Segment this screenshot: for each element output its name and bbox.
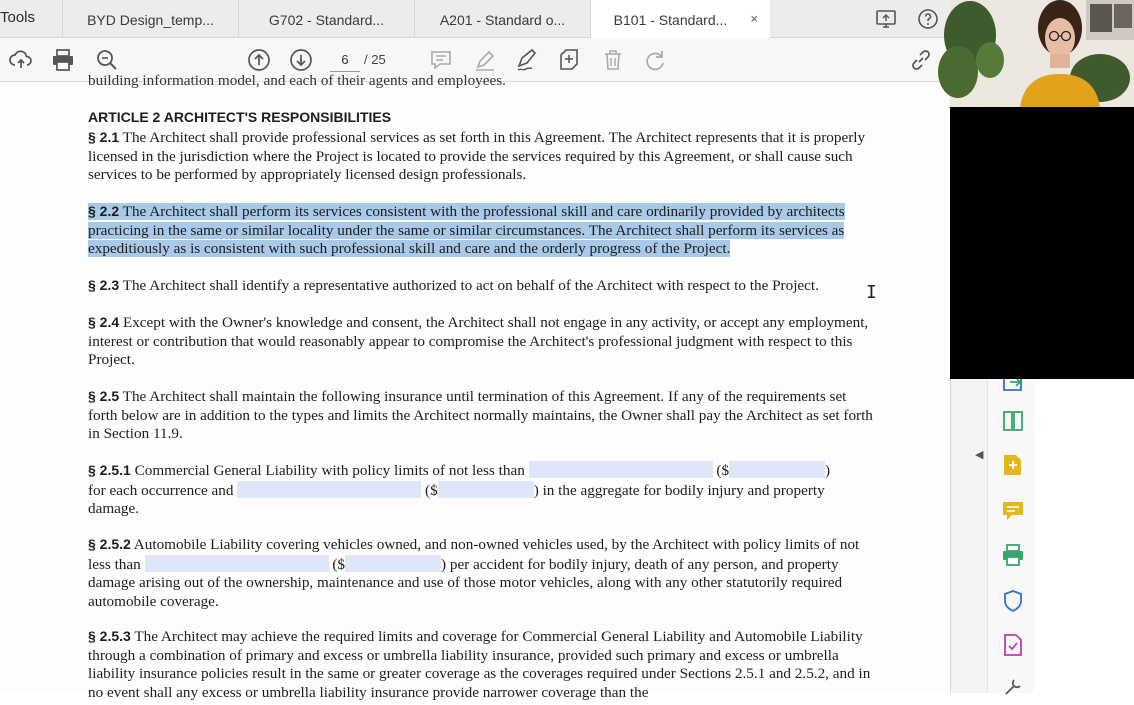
highlight-pen-icon[interactable]: [472, 47, 498, 73]
section-number: § 2.5.2: [88, 536, 131, 552]
video-overlay-background: [1034, 379, 1134, 693]
section-number: § 2.5.3: [88, 628, 131, 644]
sign-icon[interactable]: [514, 47, 540, 73]
stamp-icon[interactable]: [556, 47, 582, 73]
create-pdf-icon[interactable]: [1000, 452, 1026, 478]
redo-icon[interactable]: [642, 47, 668, 73]
organize-pages-icon[interactable]: [1000, 408, 1026, 434]
section-2-3: [88, 276, 878, 296]
video-overlay-black-area: [950, 107, 1134, 379]
tab-g702[interactable]: [238, 0, 414, 38]
document-viewer[interactable]: [0, 72, 950, 701]
delete-icon[interactable]: [600, 47, 626, 73]
auto-limit-words-field[interactable]: [145, 555, 329, 572]
aggregate-words-field[interactable]: [237, 481, 421, 498]
collapse-pane-icon[interactable]: ◀: [975, 449, 984, 461]
close-paren: ): [825, 462, 831, 479]
comment-tool-icon[interactable]: [1000, 498, 1026, 524]
section-2-5: [88, 387, 878, 444]
section-2-5-2: [88, 535, 878, 611]
cgl-limit-amount-field[interactable]: [729, 461, 825, 478]
section-number: § 2.2: [88, 203, 120, 219]
section-number: § 2.4: [88, 314, 120, 330]
zoom-icon[interactable]: [94, 47, 120, 73]
section-2-2: [88, 202, 878, 259]
tab-label: BYD Design_temp...: [87, 12, 214, 28]
tab-label: B101 - Standard...: [613, 12, 728, 28]
section-text: The Architect shall provide professional services as set forth in this Agreement. The Architect represents that it is properly licensed in the jurisdiction where the Project is located to provide the services required by this Agreement, or shall cause such services to be performed by appropriately licensed design professionals.: [88, 129, 866, 183]
section-text: The Architect may achieve the required limits and coverage for Commercial General Liability and Automobile Liability through a combination of primary and excess or umbrella liability insurance, provided such primary and excess or umbrella liability insurance policies result in the same or greater coverage as the coverages required under Sections 2.5.1 and 2.5.2, and in no event shall any excess or umbrella liability insurance provide narrower coverage than the: [88, 628, 871, 701]
tab-byd-design[interactable]: [62, 0, 238, 38]
section-text: Commercial General Liability with policy limits of not less than: [134, 462, 525, 479]
tools-menu[interactable]: Tools: [0, 9, 36, 26]
section-text: The Architect shall maintain the following insurance until termination of this Agreement. If any of the requirements set forth below are in addition to the types and limits the Architect normally maintains, the Owner shall pay the Architect as set forth in Section 11.9.: [88, 388, 873, 442]
tab-label: G702 - Standard...: [268, 12, 385, 28]
section-2-5-3: [88, 627, 878, 702]
protect-icon[interactable]: [1000, 588, 1026, 614]
dollar-label: ($: [332, 555, 345, 573]
fill-sign-icon[interactable]: [1000, 632, 1026, 658]
section-number: § 2.5.1: [88, 462, 131, 478]
section-text: The Architect shall perform its services consistent with the professional skill and care ordinarily provided by architects practicing in the same or similar locality under the same or similar circumstances. The Architect shall perform its services as expeditiously as is consistent with such professional skill and care and the orderly progress of the Project.: [88, 203, 845, 257]
upload-cloud-icon[interactable]: [8, 47, 34, 73]
section-text: in the aggregate for bodily injury and property damage.: [88, 481, 825, 517]
section-2-4: [88, 313, 878, 370]
print-icon[interactable]: [50, 47, 76, 73]
close-tab-icon[interactable]: ×: [750, 11, 758, 26]
tab-b101[interactable]: [590, 0, 770, 39]
help-icon[interactable]: [916, 7, 940, 31]
section-number: § 2.5: [88, 388, 120, 404]
section-text: Automobile Liability covering vehicles owned, and non-owned vehicles used, by the Architect with policy limits of not less than: [88, 536, 860, 573]
page-total: / 25: [364, 52, 386, 67]
section-text: for each occurrence and: [88, 481, 234, 499]
comment-icon[interactable]: [428, 47, 454, 73]
section-2-5-1: [88, 461, 878, 519]
article-heading: ARTICLE 2 ARCHITECT'S RESPONSIBILITIES: [88, 109, 392, 125]
section-number: § 2.3: [88, 277, 120, 293]
tab-a201[interactable]: [414, 0, 590, 38]
presenter-video-image: [950, 0, 1134, 107]
tab-label: A201 - Standard o...: [439, 12, 566, 28]
cgl-limit-words-field[interactable]: [529, 461, 713, 478]
webcam-overlay: [950, 0, 1134, 107]
page-up-icon[interactable]: [246, 47, 272, 73]
section-text: per accident for bodily injury, death of any person, and property damage arising out of the ownership, maintenance and use of those motor vehicles, along with any other statutorily required automobile coverage.: [88, 555, 843, 610]
section-text: Except with the Owner's knowledge and consent, the Architect shall not engage in any activity, or accept any employment, interest or contribution that would reasonably appear to compromise the Architect's professional judgment with respect to this Project.: [88, 314, 869, 368]
aggregate-amount-field[interactable]: [438, 481, 534, 498]
close-paren: ): [533, 481, 539, 499]
page-down-icon[interactable]: [288, 47, 314, 73]
dollar-label: ($: [716, 462, 730, 479]
auto-limit-amount-field[interactable]: [345, 555, 441, 572]
section-2-1: [88, 128, 878, 185]
link-icon[interactable]: [908, 47, 934, 73]
previous-line-fragment: building information model, and each of their agents and employees.: [88, 72, 506, 89]
scan-ocr-icon[interactable]: [1000, 542, 1026, 568]
share-screen-icon[interactable]: [874, 7, 898, 31]
section-number: § 2.1: [88, 129, 120, 145]
section-text: The Architect shall identify a representative authorized to act on behalf of the Architect with respect to the Project.: [122, 277, 819, 294]
dollar-label: ($: [425, 481, 438, 499]
selected-text[interactable]: [88, 203, 845, 257]
close-paren: ): [440, 555, 447, 573]
page-number-input[interactable]: 6: [330, 50, 360, 72]
text-cursor-icon: I: [866, 282, 877, 303]
more-tools-icon[interactable]: [1000, 674, 1026, 700]
